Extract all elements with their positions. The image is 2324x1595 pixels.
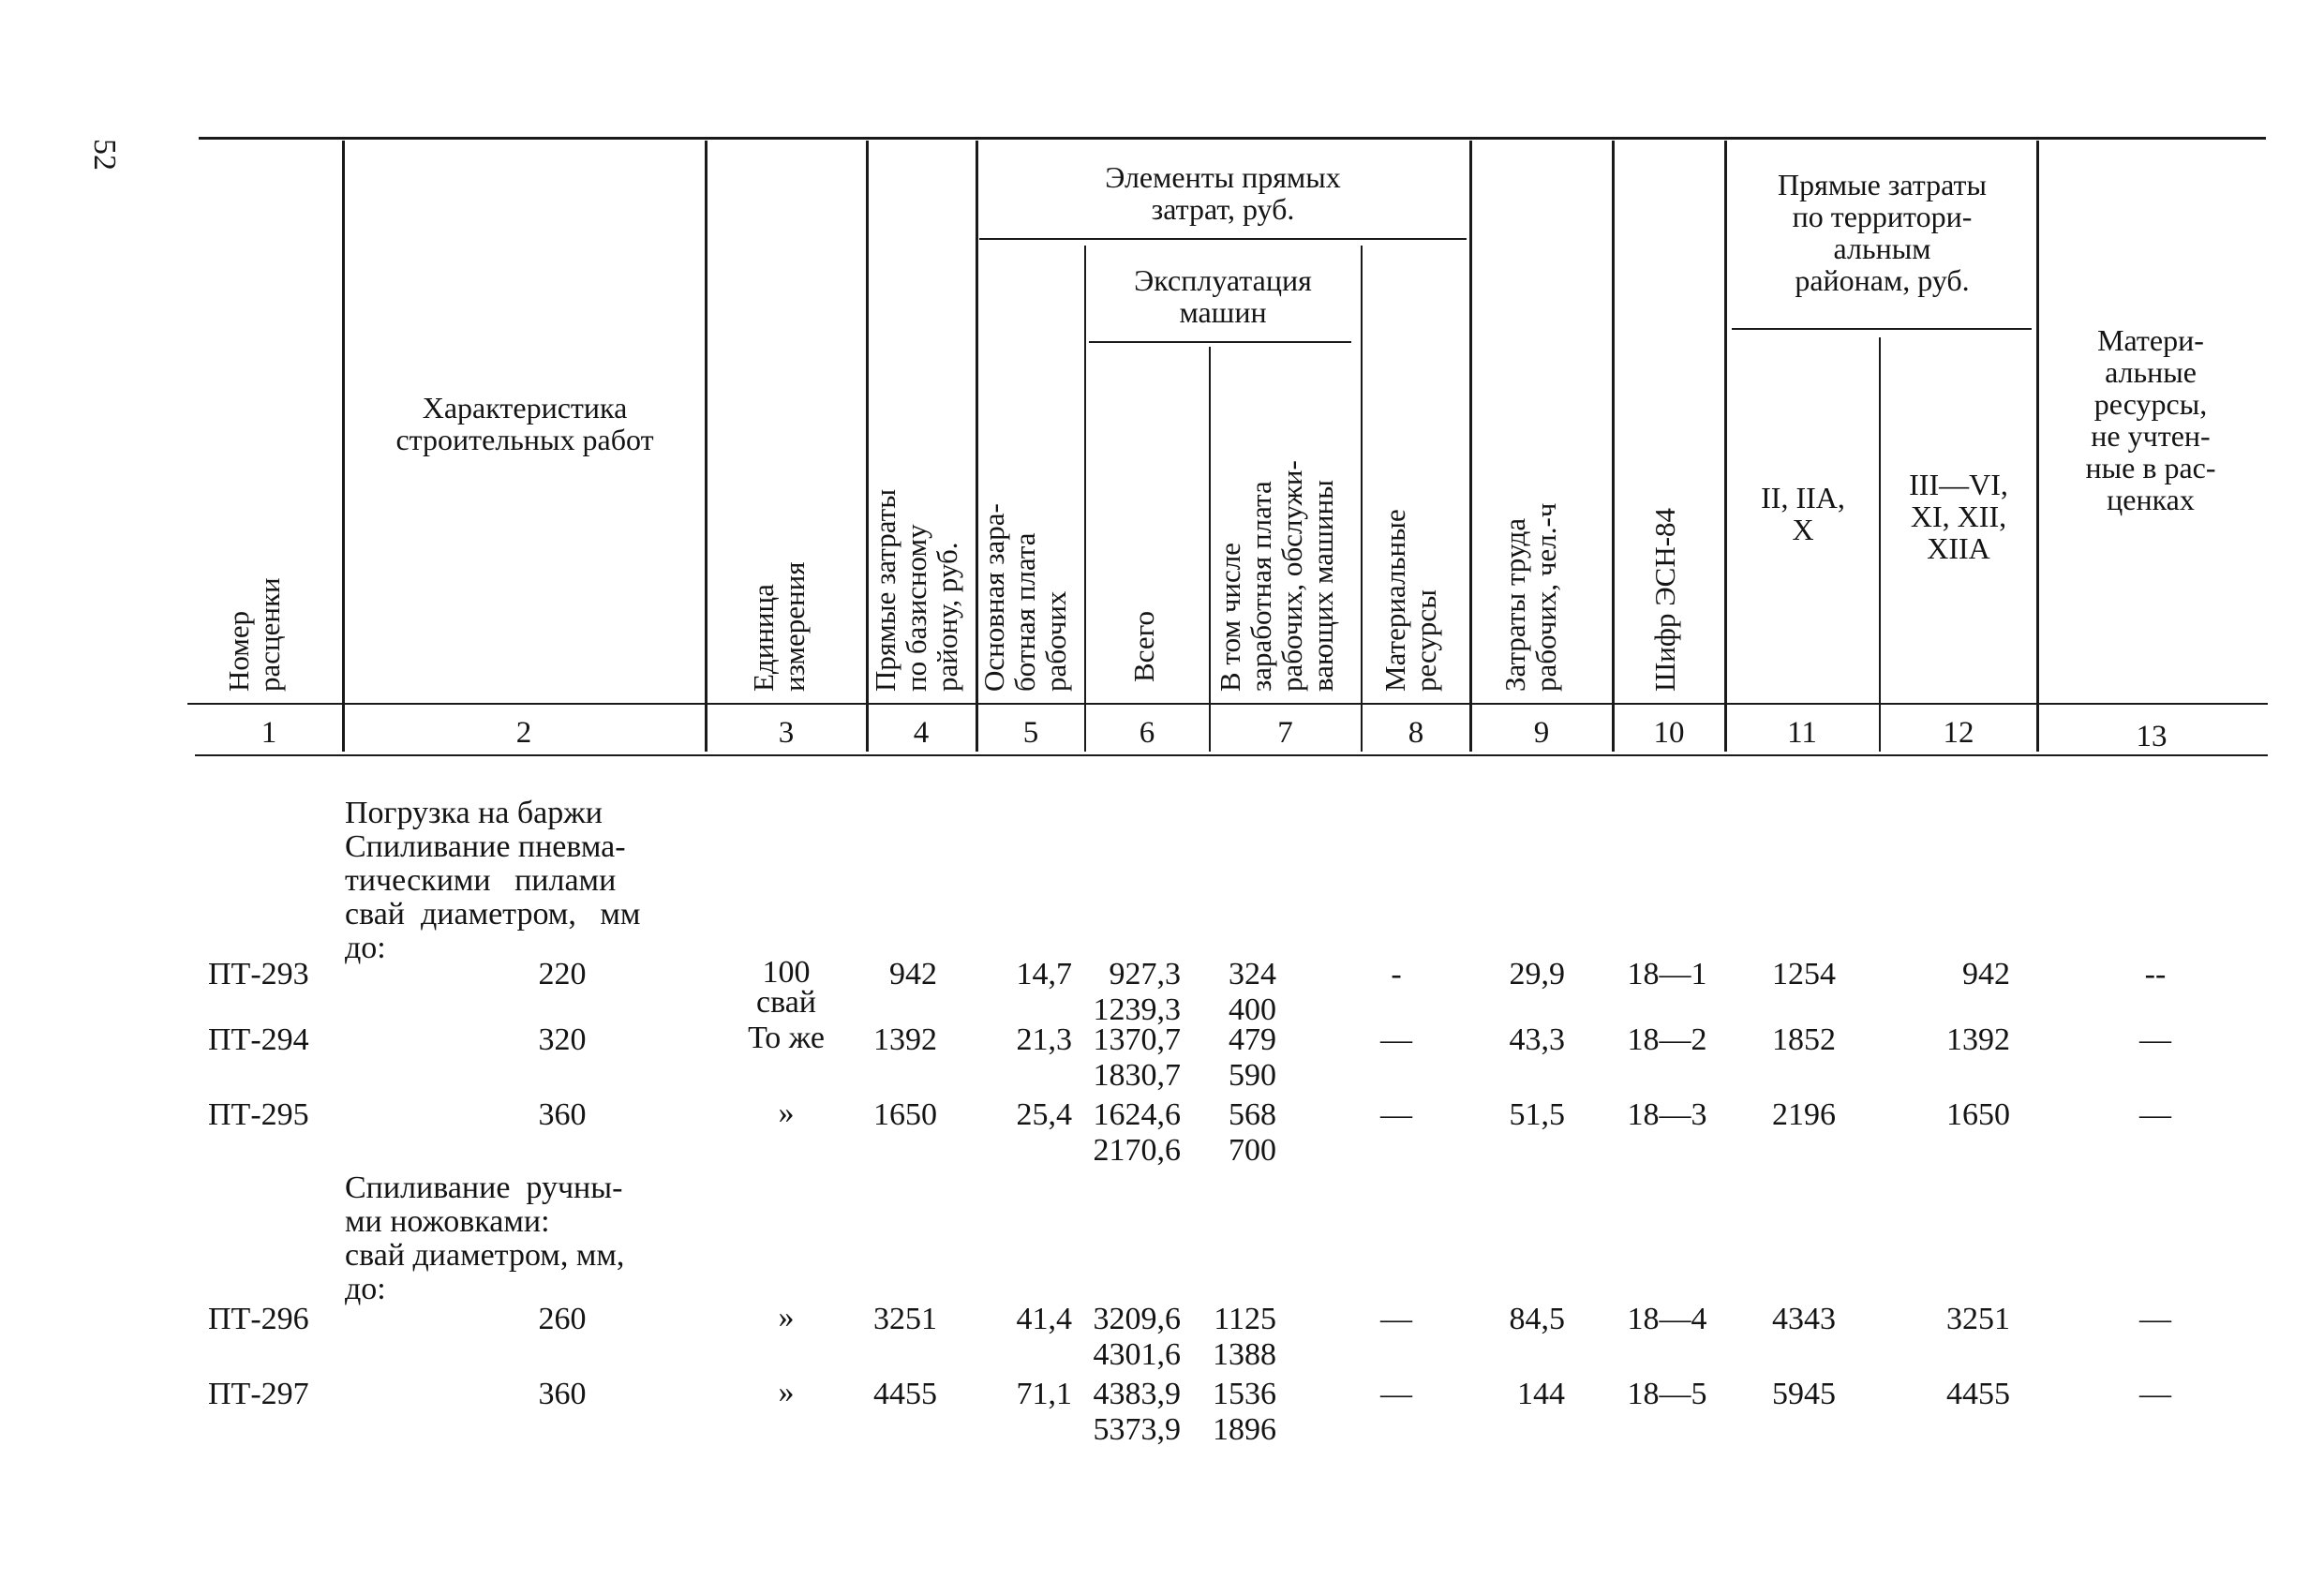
pile-diameter: 260 xyxy=(538,1302,587,1336)
column-number: 5 xyxy=(1022,716,1039,750)
col-divider xyxy=(1361,246,1363,752)
esn-code: 18—1 xyxy=(1627,957,1707,991)
territory-cost-2: 3251 xyxy=(1946,1302,2010,1336)
header-bottom-rule xyxy=(187,703,2268,705)
esn-code: 18—5 xyxy=(1627,1377,1707,1411)
header-work-characteristic: Характеристика строительных работ xyxy=(395,391,654,456)
direct-cost-base: 4455 xyxy=(873,1377,937,1411)
unit-of-measure: То же xyxy=(748,1021,825,1055)
machines-total: 1370,7 xyxy=(1093,1022,1181,1057)
col-divider xyxy=(705,141,708,752)
materials-cost: - xyxy=(1391,957,1402,991)
labor-cost: 29,9 xyxy=(1509,957,1565,991)
materials-cost: — xyxy=(1380,1097,1412,1132)
machines-wage: 568 xyxy=(1229,1097,1276,1132)
column-number: 9 xyxy=(1533,716,1550,750)
materials-cost: — xyxy=(1380,1302,1412,1336)
unit-of-measure: 100 свай xyxy=(756,955,816,1020)
column-number: 13 xyxy=(2136,720,2168,753)
rate-code: ПТ-295 xyxy=(208,1097,309,1132)
column-number: 3 xyxy=(778,716,795,750)
base-wage: 21,3 xyxy=(1016,1022,1072,1057)
col-divider xyxy=(2036,141,2039,752)
column-number: 8 xyxy=(1408,716,1424,750)
labor-cost: 51,5 xyxy=(1509,1097,1565,1132)
unit-of-measure: » xyxy=(778,1096,795,1130)
header-materials: Материальные ресурсы xyxy=(1378,509,1442,692)
direct-cost-base: 1650 xyxy=(873,1097,937,1132)
col-divider xyxy=(1724,141,1727,752)
header-machines-wage: В том числе заработная плата рабочих, обслужи- вающих машины xyxy=(1214,460,1339,692)
col-divider xyxy=(1084,246,1086,752)
unaccounted-materials: — xyxy=(2139,1097,2171,1132)
group-machines-rule xyxy=(1089,341,1351,343)
page-number: 52 xyxy=(87,139,122,171)
unit-of-measure: » xyxy=(778,1300,795,1334)
header-group-machines: Эксплуатация машин xyxy=(1134,263,1312,329)
header-base-wage: Основная зара- ботная плата рабочих xyxy=(977,503,1072,692)
pile-diameter: 360 xyxy=(538,1097,587,1132)
machines-wage-secondary: 1896 xyxy=(1213,1412,1276,1447)
labor-cost: 84,5 xyxy=(1509,1302,1565,1336)
column-number: 11 xyxy=(1787,716,1817,750)
machines-wage-secondary: 590 xyxy=(1229,1058,1276,1093)
col-divider xyxy=(1469,141,1472,752)
header-group-territorial: Прямые затраты по территори- альным районам, руб. xyxy=(1777,168,1988,297)
esn-code: 18—2 xyxy=(1627,1022,1707,1057)
header-esn-code: Шифр ЭСН-84 xyxy=(1648,507,1681,692)
direct-cost-base: 942 xyxy=(889,957,937,991)
machines-wage-secondary: 400 xyxy=(1229,992,1276,1027)
section-title: Спиливание ручны- ми ножовками: свай диаметром, мм, до: xyxy=(345,1170,625,1306)
machines-total: 927,3 xyxy=(1109,957,1181,991)
territory-cost-2: 1392 xyxy=(1946,1022,2010,1057)
machines-total: 1624,6 xyxy=(1093,1097,1181,1132)
section-title: Погрузка на баржи Спиливание пневма- тическими пилами свай диаметром, мм до: xyxy=(345,796,641,965)
labor-cost: 144 xyxy=(1517,1377,1565,1411)
column-number: 10 xyxy=(1653,716,1685,750)
column-number: 7 xyxy=(1277,716,1293,750)
unaccounted-materials: — xyxy=(2139,1377,2171,1411)
pile-diameter: 360 xyxy=(538,1377,587,1411)
header-territory-1: II, IIA, X xyxy=(1761,481,1845,546)
esn-code: 18—4 xyxy=(1627,1302,1707,1336)
base-wage: 14,7 xyxy=(1016,957,1072,991)
base-wage: 71,1 xyxy=(1016,1377,1072,1411)
territory-cost-1: 2196 xyxy=(1772,1097,1836,1132)
machines-total-secondary: 4301,6 xyxy=(1093,1337,1181,1372)
machines-total-secondary: 1830,7 xyxy=(1093,1058,1181,1093)
column-number: 4 xyxy=(913,716,930,750)
rate-code: ПТ-293 xyxy=(208,957,309,991)
materials-cost: — xyxy=(1380,1022,1412,1057)
rate-code: ПТ-294 xyxy=(208,1022,309,1057)
pile-diameter: 320 xyxy=(538,1022,587,1057)
numbers-bottom-rule xyxy=(195,754,2268,756)
machines-wage: 479 xyxy=(1229,1022,1276,1057)
machines-wage-secondary: 1388 xyxy=(1213,1337,1276,1372)
col-divider xyxy=(342,141,345,752)
direct-cost-base: 1392 xyxy=(873,1022,937,1057)
group-elements-rule xyxy=(979,238,1467,240)
header-machines-total: Всего xyxy=(1127,610,1160,682)
machines-total: 3209,6 xyxy=(1093,1302,1181,1336)
rate-code: ПТ-297 xyxy=(208,1377,309,1411)
base-wage: 41,4 xyxy=(1016,1302,1072,1336)
unaccounted-materials: -- xyxy=(2144,957,2167,991)
machines-wage-secondary: 700 xyxy=(1229,1133,1276,1168)
header-group-elements: Элементы прямых затрат, руб. xyxy=(1105,160,1341,226)
header-unaccounted-materials: Матери- альные ресурсы, не учтен- ные в рас- ценках xyxy=(2085,323,2216,516)
pile-diameter: 220 xyxy=(538,957,587,991)
territory-cost-1: 1254 xyxy=(1772,957,1836,991)
column-number: 12 xyxy=(1943,716,1974,750)
header-labor: Затраты труда рабочих, чел.-ч xyxy=(1498,502,1562,692)
territory-cost-1: 1852 xyxy=(1772,1022,1836,1057)
col-divider xyxy=(1879,337,1881,752)
rate-code: ПТ-296 xyxy=(208,1302,309,1336)
unaccounted-materials: — xyxy=(2139,1302,2171,1336)
col-divider xyxy=(1209,347,1211,752)
machines-wage: 324 xyxy=(1229,957,1276,991)
territory-cost-2: 1650 xyxy=(1946,1097,2010,1132)
header-rate-number: Номер расценки xyxy=(222,577,286,692)
unaccounted-materials: — xyxy=(2139,1022,2171,1057)
unit-of-measure: » xyxy=(778,1375,795,1409)
labor-cost: 43,3 xyxy=(1509,1022,1565,1057)
machines-total-secondary: 1239,3 xyxy=(1093,992,1181,1027)
machines-total: 4383,9 xyxy=(1093,1377,1181,1411)
table-top-rule xyxy=(199,137,2266,140)
territory-cost-2: 4455 xyxy=(1946,1377,2010,1411)
column-number: 6 xyxy=(1139,716,1155,750)
col-divider xyxy=(1612,141,1615,752)
direct-cost-base: 3251 xyxy=(873,1302,937,1336)
group-territorial-rule xyxy=(1732,328,2032,330)
machines-total-secondary: 2170,6 xyxy=(1093,1133,1181,1168)
column-number: 2 xyxy=(515,716,532,750)
materials-cost: — xyxy=(1380,1377,1412,1411)
territory-cost-1: 5945 xyxy=(1772,1377,1836,1411)
header-direct-base: Прямые затраты по базисному району, руб. xyxy=(869,488,963,692)
esn-code: 18—3 xyxy=(1627,1097,1707,1132)
machines-wage: 1536 xyxy=(1213,1377,1276,1411)
column-number: 1 xyxy=(261,716,277,750)
machines-wage: 1125 xyxy=(1214,1302,1276,1336)
territory-cost-1: 4343 xyxy=(1772,1302,1836,1336)
machines-total-secondary: 5373,9 xyxy=(1093,1412,1181,1447)
header-unit: Единица измерения xyxy=(747,561,811,692)
base-wage: 25,4 xyxy=(1016,1097,1072,1132)
territory-cost-2: 942 xyxy=(1962,957,2010,991)
header-territory-2: III—VI, XI, XII, XIIA xyxy=(1909,468,2008,565)
